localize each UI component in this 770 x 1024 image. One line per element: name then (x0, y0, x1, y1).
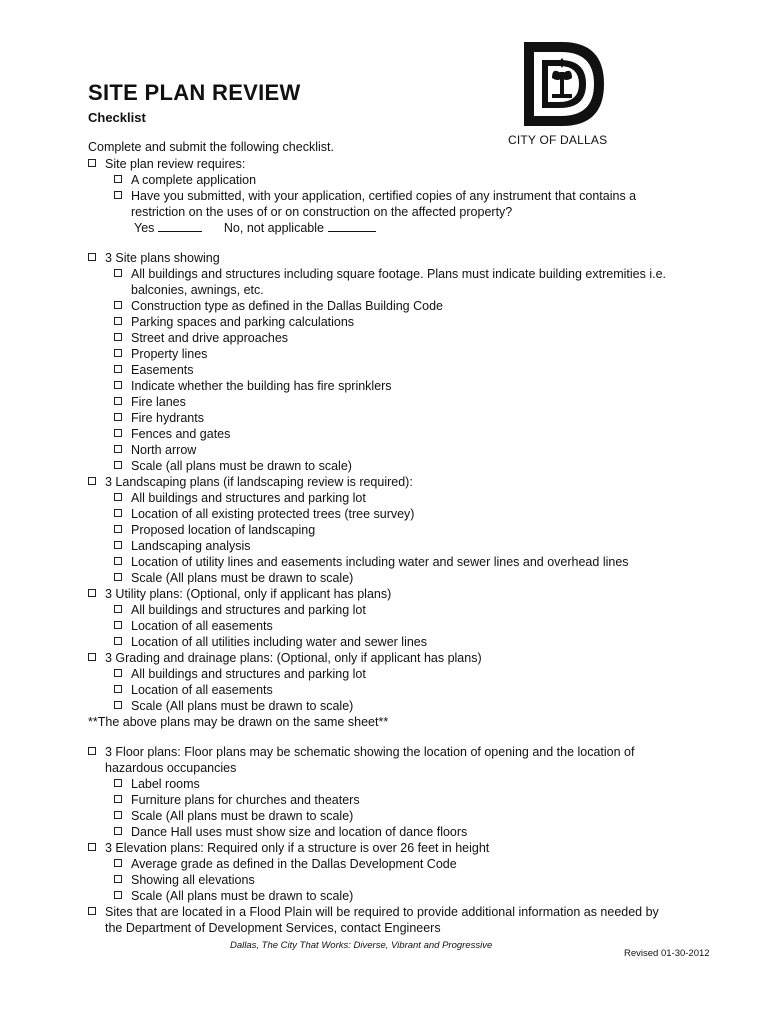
section-label: 3 Landscaping plans (if landscaping review is required): (105, 475, 413, 489)
section-grading-plans (88, 650, 703, 666)
section-label: 3 Grading and drainage plans: (Optional, only if applicant has plans) (105, 651, 482, 665)
checkbox[interactable] (114, 509, 122, 517)
checkbox[interactable] (88, 253, 96, 261)
checkbox[interactable] (114, 175, 122, 183)
list-item (88, 394, 703, 410)
checkbox[interactable] (114, 557, 122, 565)
list-item (88, 330, 703, 346)
checkbox[interactable] (88, 159, 96, 167)
checkbox[interactable] (114, 349, 122, 357)
checkbox[interactable] (88, 843, 96, 851)
item-text: Location of utility lines and easements including water and sewer lines and overhead lines (131, 555, 629, 569)
checkbox[interactable] (114, 859, 122, 867)
list-item (88, 458, 703, 474)
checkbox[interactable] (114, 637, 122, 645)
checkbox[interactable] (114, 795, 122, 803)
checkbox[interactable] (88, 589, 96, 597)
item-text: Parking spaces and parking calculations (131, 315, 355, 329)
item-text: Location of all utilities including water and sewer lines (131, 635, 427, 649)
item-text: Scale (All plans must be drawn to scale) (131, 571, 354, 585)
list-item (88, 824, 703, 840)
list-item (88, 506, 703, 522)
list-item (88, 570, 703, 586)
list-item (88, 602, 703, 618)
city-of-dallas-logo-icon (518, 38, 610, 130)
item-text: Fire lanes (131, 395, 186, 409)
item-text: Label rooms (131, 777, 200, 791)
section-floor-plans (88, 744, 703, 776)
list-item (88, 792, 703, 808)
checkbox[interactable] (114, 669, 122, 677)
revised-date: Revised 01-30-2012 (624, 948, 710, 959)
item-text: Street and drive approaches (131, 331, 289, 345)
item-text: Proposed location of landscaping (131, 523, 316, 537)
checkbox[interactable] (114, 701, 122, 709)
checkbox[interactable] (114, 779, 122, 787)
no-label: No, not applicable (223, 221, 324, 235)
list-item (88, 362, 703, 378)
checkbox[interactable] (114, 413, 122, 421)
section-label: 3 Site plans showing (105, 251, 220, 265)
checkbox[interactable] (114, 381, 122, 389)
checkbox[interactable] (114, 397, 122, 405)
checkbox[interactable] (114, 541, 122, 549)
checkbox[interactable] (114, 191, 122, 199)
section-utility-plans (88, 586, 703, 602)
item-text: Showing all elevations (131, 873, 255, 887)
checkbox[interactable] (114, 365, 122, 373)
item-text: Construction type as defined in the Dallas Building Code (131, 299, 443, 313)
section-label: Sites that are located in a Flood Plain will be required to provide additional information as needed by the Department of Development Services, contact Engineers (105, 905, 659, 935)
item-text: A complete application (131, 173, 257, 187)
yes-label: Yes (134, 221, 155, 235)
checkbox[interactable] (114, 269, 122, 277)
item-text: Fire hydrants (131, 411, 204, 425)
item-text: Landscaping analysis (131, 539, 251, 553)
section-flood-plain (88, 904, 703, 936)
checkbox[interactable] (88, 477, 96, 485)
intro-text: Complete and submit the following checklist. (88, 140, 334, 154)
list-item (88, 698, 703, 714)
section-label: 3 Floor plans: Floor plans may be schematic showing the location of opening and the location of hazardous occupancies (105, 745, 635, 775)
item-text: Scale (all plans must be drawn to scale) (131, 459, 352, 473)
checkbox[interactable] (88, 653, 96, 661)
list-item (88, 554, 703, 570)
list-item (88, 888, 703, 904)
list-item (88, 188, 703, 220)
section-landscaping-plans (88, 474, 703, 490)
checkbox[interactable] (114, 621, 122, 629)
same-sheet-note: **The above plans may be drawn on the same sheet** (88, 715, 389, 729)
checkbox[interactable] (114, 685, 122, 693)
checkbox[interactable] (114, 875, 122, 883)
list-item (88, 442, 703, 458)
checkbox[interactable] (114, 827, 122, 835)
list-item (88, 522, 703, 538)
list-item (88, 872, 703, 888)
list-item (88, 298, 703, 314)
list-item (88, 266, 703, 298)
page-subtitle: Checklist (88, 110, 146, 125)
checkbox[interactable] (114, 605, 122, 613)
checkbox[interactable] (114, 525, 122, 533)
section-elevation-plans (88, 840, 703, 856)
footer-slogan: Dallas, The City That Works: Diverse, Vibrant and Progressive (230, 940, 493, 951)
list-item (88, 634, 703, 650)
checkbox[interactable] (114, 445, 122, 453)
list-item (88, 172, 703, 188)
city-name: CITY OF DALLAS (508, 133, 608, 147)
list-item (88, 426, 703, 442)
checkbox[interactable] (88, 907, 96, 915)
list-item (88, 856, 703, 872)
item-text: All buildings and structures and parking lot (131, 491, 366, 505)
item-text: Scale (All plans must be drawn to scale) (131, 889, 354, 903)
section-site-plans (88, 250, 703, 266)
item-text: Property lines (131, 347, 208, 361)
item-text: Furniture plans for churches and theaters (131, 793, 360, 807)
section-site-plan-review (88, 156, 703, 172)
list-item (88, 314, 703, 330)
list-item (88, 538, 703, 554)
list-item (88, 490, 703, 506)
item-text: Scale (All plans must be drawn to scale) (131, 699, 354, 713)
list-item (88, 808, 703, 824)
checkbox[interactable] (114, 493, 122, 501)
item-text: Location of all easements (131, 683, 273, 697)
list-item (88, 776, 703, 792)
checkbox[interactable] (114, 461, 122, 469)
checkbox[interactable] (114, 317, 122, 325)
item-text: All buildings and structures and parking lot (131, 603, 366, 617)
checkbox[interactable] (88, 747, 96, 755)
checkbox[interactable] (114, 301, 122, 309)
list-item (88, 618, 703, 634)
item-text: North arrow (131, 443, 197, 457)
section-label: Site plan review requires: (105, 157, 246, 171)
item-text: Fences and gates (131, 427, 231, 441)
yes-no-row (88, 220, 703, 236)
item-text: Average grade as defined in the Dallas Development Code (131, 857, 457, 871)
checklist (88, 156, 703, 936)
list-item (88, 410, 703, 426)
checkbox[interactable] (114, 811, 122, 819)
item-text: Indicate whether the building has fire sprinklers (131, 379, 392, 393)
list-item (88, 682, 703, 698)
list-item (88, 378, 703, 394)
list-item (88, 346, 703, 362)
yes-blank-field[interactable] (158, 231, 202, 232)
item-text: Location of all easements (131, 619, 273, 633)
section-label: 3 Utility plans: (Optional, only if applicant has plans) (105, 587, 392, 601)
checkbox[interactable] (114, 573, 122, 581)
checkbox[interactable] (114, 333, 122, 341)
item-text: All buildings and structures and parking lot (131, 667, 366, 681)
item-text: Scale (All plans must be drawn to scale) (131, 809, 354, 823)
item-text: All buildings and structures including square footage. Plans must indicate building extremities i.e. balconies, awnings, etc. (131, 267, 667, 297)
checkbox[interactable] (114, 429, 122, 437)
item-text: Location of all existing protected trees (tree survey) (131, 507, 415, 521)
item-text: Have you submitted, with your application, certified copies of any instrument that contains a restriction on the uses of or on construction on the affected property? (131, 189, 637, 219)
no-blank-field[interactable] (328, 231, 376, 232)
section-label: 3 Elevation plans: Required only if a structure is over 26 feet in height (105, 841, 490, 855)
list-item (88, 666, 703, 682)
checkbox[interactable] (114, 891, 122, 899)
page-title: SITE PLAN REVIEW (88, 80, 301, 105)
item-text: Dance Hall uses must show size and location of dance floors (131, 825, 468, 839)
item-text: Easements (131, 363, 194, 377)
